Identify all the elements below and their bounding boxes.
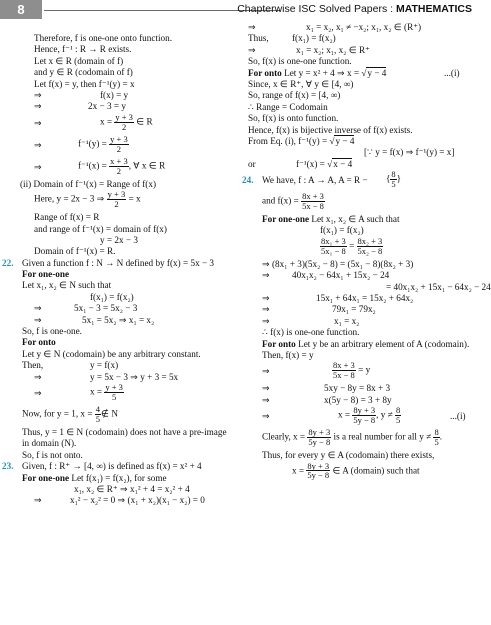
fraction: $\frac{y + 3}{2}$ — [110, 133, 128, 154]
text-line: So, range of f(x) = [4, ∞) — [248, 90, 341, 101]
question-text: We have, f : A → A, A = R − — [262, 175, 368, 186]
text-line: (ii) Domain of f⁻¹(x) = Range of f(x) — [20, 178, 157, 189]
implies-symbol: ⇒ — [34, 101, 42, 112]
text-line: Domain of f⁻¹(x) = R. — [34, 246, 116, 257]
question-number-24: 24. — [242, 175, 254, 186]
text-line: and range of f⁻¹(x) = domain of f(x) — [34, 223, 167, 234]
math-line: x₁, x₂ ∈ R⁺ ⇒ x₁² + 4 = x₂² + 4 — [74, 483, 190, 494]
equation: Now, for y = 1, x = $\frac{4}{5}$ ∉ N — [22, 403, 118, 424]
text-line: Let x ∈ R (domain of f) — [34, 55, 124, 66]
implies-symbol: ⇒ — [262, 411, 270, 422]
math-line: y = f(x) — [90, 360, 119, 371]
fraction: $\frac{8x + 3}{5x - 8}$ — [302, 191, 324, 211]
math-line: x(5y − 8) = 3 + 8y — [324, 394, 392, 405]
math-line: f(x) = y — [100, 89, 129, 100]
implies-symbol: ⇒ — [262, 315, 270, 326]
math-line: y = 5x − 3 ⇒ y + 3 = 5x — [90, 371, 179, 382]
equation: Here, y = 2x − 3 ⇒ $\frac{y + 3}{2}$ = x — [34, 189, 141, 210]
right-column — [242, 22, 491, 484]
question-number-23: 23. — [2, 461, 14, 472]
math-line: 79x₁ = 79x₂ — [332, 304, 376, 315]
math-line: x₁ = x₂, x₁ ≠ −x₂; x₁, x₂ ∈ (R⁺) — [306, 22, 422, 32]
equation: x = $\frac{8y + 3}{5y - 8}$ , y ≠ $\frac{8}{5}$ — [338, 405, 401, 426]
fraction: $\frac{4}{5}$ — [95, 403, 101, 424]
text-line: Since, x ∈ R⁺, ∀ y ∈ [4, ∞) — [248, 78, 354, 89]
implies-symbol: ⇒ — [262, 394, 270, 405]
math-line: y = 2x − 3 — [100, 234, 138, 245]
text-line: and y ∈ R (codomain of f) — [34, 67, 133, 78]
math-line: ⇒ (8x₁ + 3)(5x₂ − 8) = (5x₁ − 8)(8x₂ + 3) — [262, 258, 414, 269]
because-note: [∵ y = f(x) ⇒ f⁻¹(y) = x] — [364, 147, 455, 158]
text-line: For onto Let y = x² + 4 ⇒ x = √y − 4 — [248, 67, 387, 78]
text-line: So, f is not onto. — [22, 449, 83, 460]
text-label: Thus, — [248, 33, 269, 44]
implies-symbol: ⇒ — [34, 314, 42, 325]
implies-symbol: ⇒ — [262, 304, 270, 315]
math-line: 40x₁x₂ − 64x₁ + 15x₂ − 24 — [292, 270, 390, 281]
text-line: Hence, f⁻¹ : R → R exists. — [34, 44, 132, 55]
equation-ref: ...(i) — [444, 67, 460, 78]
equation: f⁻¹(y) = $\frac{y + 3}{2}$ — [78, 133, 128, 154]
section-heading: For one-one — [22, 269, 70, 280]
text-line: ∴ f(x) is one-one function. — [262, 327, 360, 338]
text-line: Let x₁, x₂ ∈ N such that — [22, 280, 112, 291]
text-label: Then, — [22, 360, 44, 371]
question-text: Given a function f : N → N defined by f(x) = 5x − 3 — [22, 257, 215, 268]
text-line: From Eq. (i), f⁻¹(y) = √y − 4 — [248, 135, 355, 146]
page-number: 8 — [0, 0, 42, 19]
implies-symbol: ⇒ — [34, 387, 42, 398]
math-line: = 40x₁x₂ + 15x₁ − 64x₂ − 24 — [386, 281, 491, 292]
text-line: So, f(x) is one-one function. — [248, 56, 352, 67]
equation: x = $\frac{8y + 3}{5y - 8}$ ∈ A (domain) such that — [292, 460, 420, 481]
equation: $\frac{8x + 3}{5x - 8}$ = y — [333, 360, 371, 381]
text-line: For onto Let y be an arbitrary element of A (codomain). — [262, 338, 470, 349]
implies-symbol: ⇒ — [262, 366, 270, 377]
math-line: 5xy − 8y = 8x + 3 — [324, 383, 391, 394]
page-header — [0, 0, 480, 22]
equation: x = $\frac{y + 3}{5}$ — [90, 381, 123, 402]
text-line: Let f(x) = y, then f⁻¹(y) = x — [34, 78, 135, 89]
equation: Clearly, x = $\frac{8y + 3}{5y - 8}$ is a real number for all y ≠ $\frac{8}{5}$ . — [262, 427, 443, 448]
text-line: For one-one Let x₁, x₂ ∈ A such that — [262, 214, 400, 225]
fraction: $\frac{x + 3}{2}$ — [110, 155, 128, 176]
fraction: $\frac{y + 3}{2}$ — [107, 189, 126, 210]
text-line: So, f(x) is onto function. — [248, 113, 339, 124]
set-braces: { $\frac{8}{5}$ } — [386, 169, 402, 189]
implies-symbol: ⇒ — [248, 22, 256, 32]
implies-symbol: ⇒ — [34, 161, 42, 172]
text-line: For one-one Let f(x₁) = f(x₂), for some — [22, 472, 167, 483]
question-text: Given, f : R⁺ → [4, ∞) is defined as f(x) = x² + 4 — [22, 461, 202, 472]
text-line: Thus, for every y ∈ A (codomain) there exists, — [262, 450, 435, 461]
left-column — [2, 33, 236, 507]
or-label: or — [248, 158, 256, 169]
equation: x = $\frac{y + 3}{2}$ ∈ R — [100, 111, 153, 132]
implies-symbol: ⇒ — [34, 139, 42, 150]
implies-symbol: ⇒ — [34, 495, 42, 506]
implies-symbol: ⇒ — [34, 117, 42, 128]
implies-symbol: ⇒ — [262, 270, 270, 281]
math-line: f(x₁) = f(x₂) — [320, 225, 364, 236]
math-line: f(x₁) = f(x₂) — [90, 291, 134, 302]
question-number-22: 22. — [2, 257, 14, 268]
implies-symbol: ⇒ — [34, 303, 42, 314]
text-line: Then, f(x) = y — [262, 349, 314, 360]
math-line: 5x₁ = 5x₂ ⇒ x₁ = x₂ — [82, 314, 155, 325]
equation: f⁻¹(x) = $\frac{x + 3}{2}$ , ∀ x ∈ R — [78, 155, 166, 176]
text-line: Let y ∈ N (codomain) be any arbitrary constant. — [22, 348, 201, 359]
math-line: x₁ = x₂ — [334, 315, 360, 326]
equation-ref: ...(i) — [450, 411, 466, 422]
math-line: x₁² − x₂² = 0 ⇒ (x₁ + x₂)(x₁ − x₂) = 0 — [70, 495, 205, 506]
section-heading: For onto — [22, 337, 56, 348]
text-line: Thus, y = 1 ∈ N (codomain) does not have a pre-image — [22, 426, 227, 437]
text-line: ∴ Range = Codomain — [248, 101, 328, 112]
text-line: Range of f(x) = R — [34, 212, 100, 223]
math-line: x₁ = x₂; x₁, x₂ ∈ R⁺ — [296, 44, 370, 55]
equation: and f(x) = $\frac{8x + 3}{5x - 8}$ — [262, 191, 324, 211]
math-line: f⁻¹(x) = √x − 4 — [296, 158, 353, 169]
book-title: Chapterwise ISC Solved Papers : MATHEMATICS — [237, 3, 472, 15]
text-line: in domain (N). — [22, 438, 77, 449]
math-line: 15x₁ + 64x₁ = 15x₂ + 64x₂ — [316, 293, 414, 304]
subject: MATHEMATICS — [395, 3, 472, 15]
implies-symbol: ⇒ — [262, 293, 270, 304]
equation: $\frac{\text{8x₁ + 3}}{\text{5x₁ − 8}}$ = $\frac{\text{8x₂ + 3}}{\text{5x₂ − 8}}$ — [321, 235, 383, 256]
implies-symbol: ⇒ — [248, 44, 256, 55]
implies-symbol: ⇒ — [34, 89, 42, 100]
math-line: 5x₁ − 3 = 5x₂ − 3 — [74, 303, 138, 314]
implies-symbol: ⇒ — [262, 383, 270, 394]
math-line: 2x − 3 = y — [88, 101, 126, 112]
text-line: So, f is one-one. — [22, 326, 82, 337]
fraction: $\frac{y + 3}{2}$ — [115, 111, 133, 132]
text-line: Hence, f(x) is bijective inverse of f(x) exists. — [248, 124, 413, 135]
math-line: f(x₁) = f(x₂) — [292, 33, 336, 44]
text-line: Therefore, f is one-one onto function. — [34, 33, 173, 43]
implies-symbol: ⇒ — [34, 371, 42, 382]
fraction: $\frac{y + 3}{5}$ — [105, 381, 123, 402]
